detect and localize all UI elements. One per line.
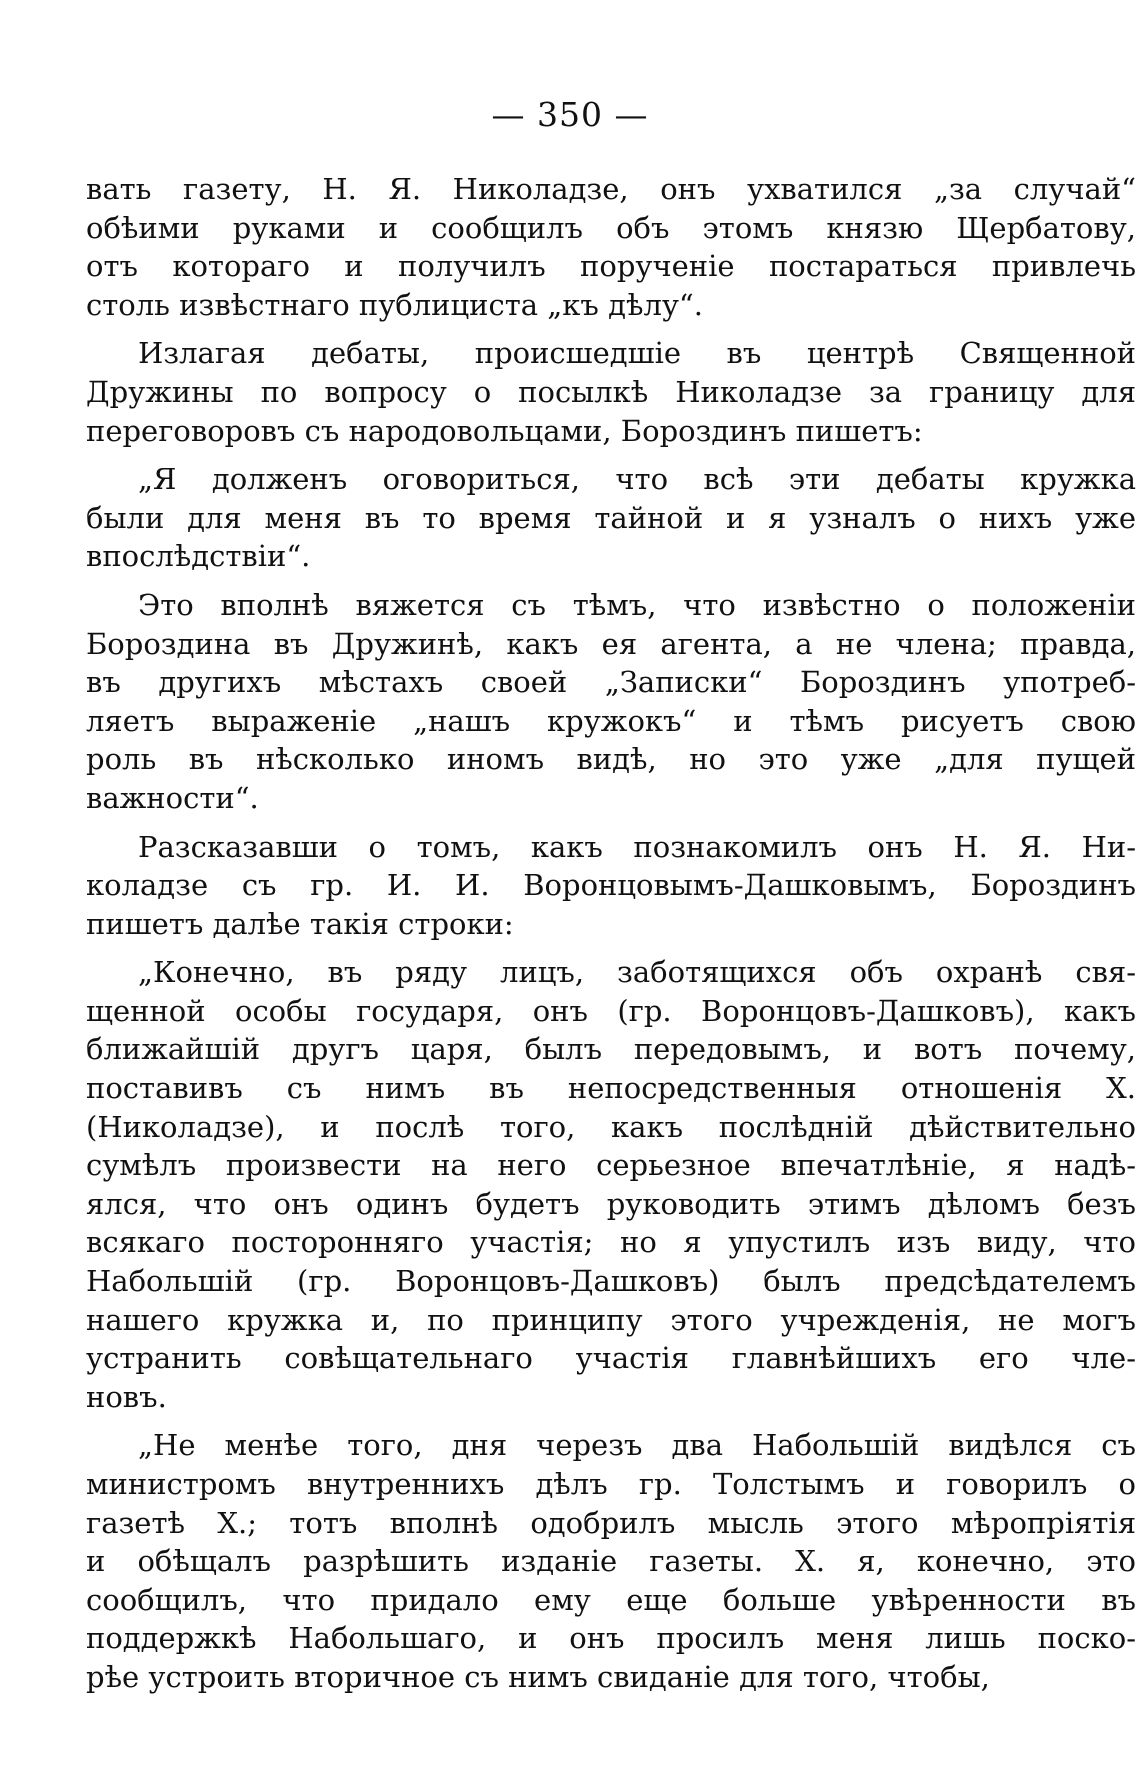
text-line: Излагая дебаты, происшедшіе въ центрѣ Священной [138,336,1136,371]
text-line: щенной особы государя, онъ (гр. Воронцовъ-Дашковъ), какъ [86,993,1136,1028]
text-line: „Я долженъ оговориться, что всѣ эти дебаты кружка [138,462,1136,497]
text-line: Бороздина въ Дружинѣ, какъ ея агента, а не члена; правда, [86,626,1136,661]
text-line: ближайшій другъ царя, былъ передовымъ, и вотъ почему, [86,1032,1136,1067]
text-line: поддержкѣ Набольшаго, и онъ просилъ меня лишь поско- [86,1621,1136,1656]
text-line: „Не менѣе того, дня черезъ два Набольшій видѣлся съ [138,1428,1136,1463]
text-line: (Николадзе), и послѣ того, какъ послѣдній дѣйствительно [86,1109,1136,1144]
text-line: „Конечно, въ ряду лицъ, заботящихся объ охранѣ свя- [138,955,1136,990]
text-line: Набольшій (гр. Воронцовъ-Дашковъ) былъ предсѣдателемъ [86,1264,1136,1299]
text-line: поставивъ съ нимъ въ непосредственныя отношенія Х. [86,1071,1136,1106]
text-line: столь извѣстнаго публициста „къ дѣлу“. [86,287,703,322]
text-line: рѣе устроить вторичное съ нимъ свиданіе для того, чтобы, [86,1659,990,1694]
paragraph [86,586,1136,818]
text-line: важности“. [86,780,259,815]
text-line: въ другихъ мѣстахъ своей „Записки“ Бороздинъ употреб- [86,665,1136,700]
text-line: вать газету, Н. Я. Николадзе, онъ ухватился „за случай“ [86,172,1136,206]
text-line: Это вполнѣ вяжется съ тѣмъ, что извѣстно о положеніи [138,587,1136,622]
paragraph [86,460,1136,576]
page-number: — 350 — [491,95,649,134]
text-line: сумѣлъ произвести на него серьезное впечатлѣніе, я надѣ- [86,1148,1136,1183]
text-line: и обѣщалъ разрѣшить изданіе газеты. Х. я, конечно, это [86,1544,1136,1579]
text-line: нашего кружка и, по принципу этого учрежденія, не могъ [86,1302,1136,1337]
text-line: министромъ внутреннихъ дѣлъ гр. Толстымъ и говорилъ о [86,1467,1136,1501]
paragraph [86,334,1136,450]
text-line: переговоровъ съ народовольцами, Бороздинъ пишетъ: [86,413,923,448]
paragraph [86,1426,1136,1696]
text-line: новъ. [86,1379,167,1414]
text-line: всякаго посторонняго участія; но я упустилъ изъ виду, что [86,1225,1136,1260]
body-text [86,170,1136,1707]
text-line: ляетъ выраженіе „нашъ кружокъ“ и тѣмъ рисуетъ свою [86,703,1136,738]
text-line: коладзе съ гр. И. И. Воронцовымъ-Дашковымъ, Бороздинъ [86,868,1136,903]
text-line: устранить совѣщательнаго участія главнѣйшихъ его чле- [86,1341,1136,1376]
text-line: впослѣдствіи“. [86,539,311,574]
text-line: сообщилъ, что придало ему еще больше увѣренности въ [86,1582,1136,1617]
paragraph [86,953,1136,1416]
text-line: ялся, что онъ одинъ будетъ руководить этимъ дѣломъ безъ [86,1186,1136,1221]
paragraph [86,170,1136,324]
text-line: обѣими руками и сообщилъ объ этомъ князю Щербатову, [86,210,1136,245]
text-line: были для меня въ то время тайной и я узналъ о нихъ уже [86,500,1136,535]
text-line: роль въ нѣсколько иномъ видѣ, но это уже „для пущей [86,742,1136,777]
text-line: Разсказавши о томъ, какъ познакомилъ онъ Н. Я. Ни- [138,829,1136,864]
text-line: Дружины по вопросу о посылкѣ Николадзе за границу для [86,374,1136,409]
text-line: отъ котораго и получилъ порученіе постараться привлечь [86,249,1136,284]
text-line: газетѣ Х.; тотъ вполнѣ одобрилъ мысль этого мѣропріятія [86,1505,1136,1540]
paragraph [86,828,1136,944]
text-line: пишетъ далѣе такія строки: [86,906,514,941]
